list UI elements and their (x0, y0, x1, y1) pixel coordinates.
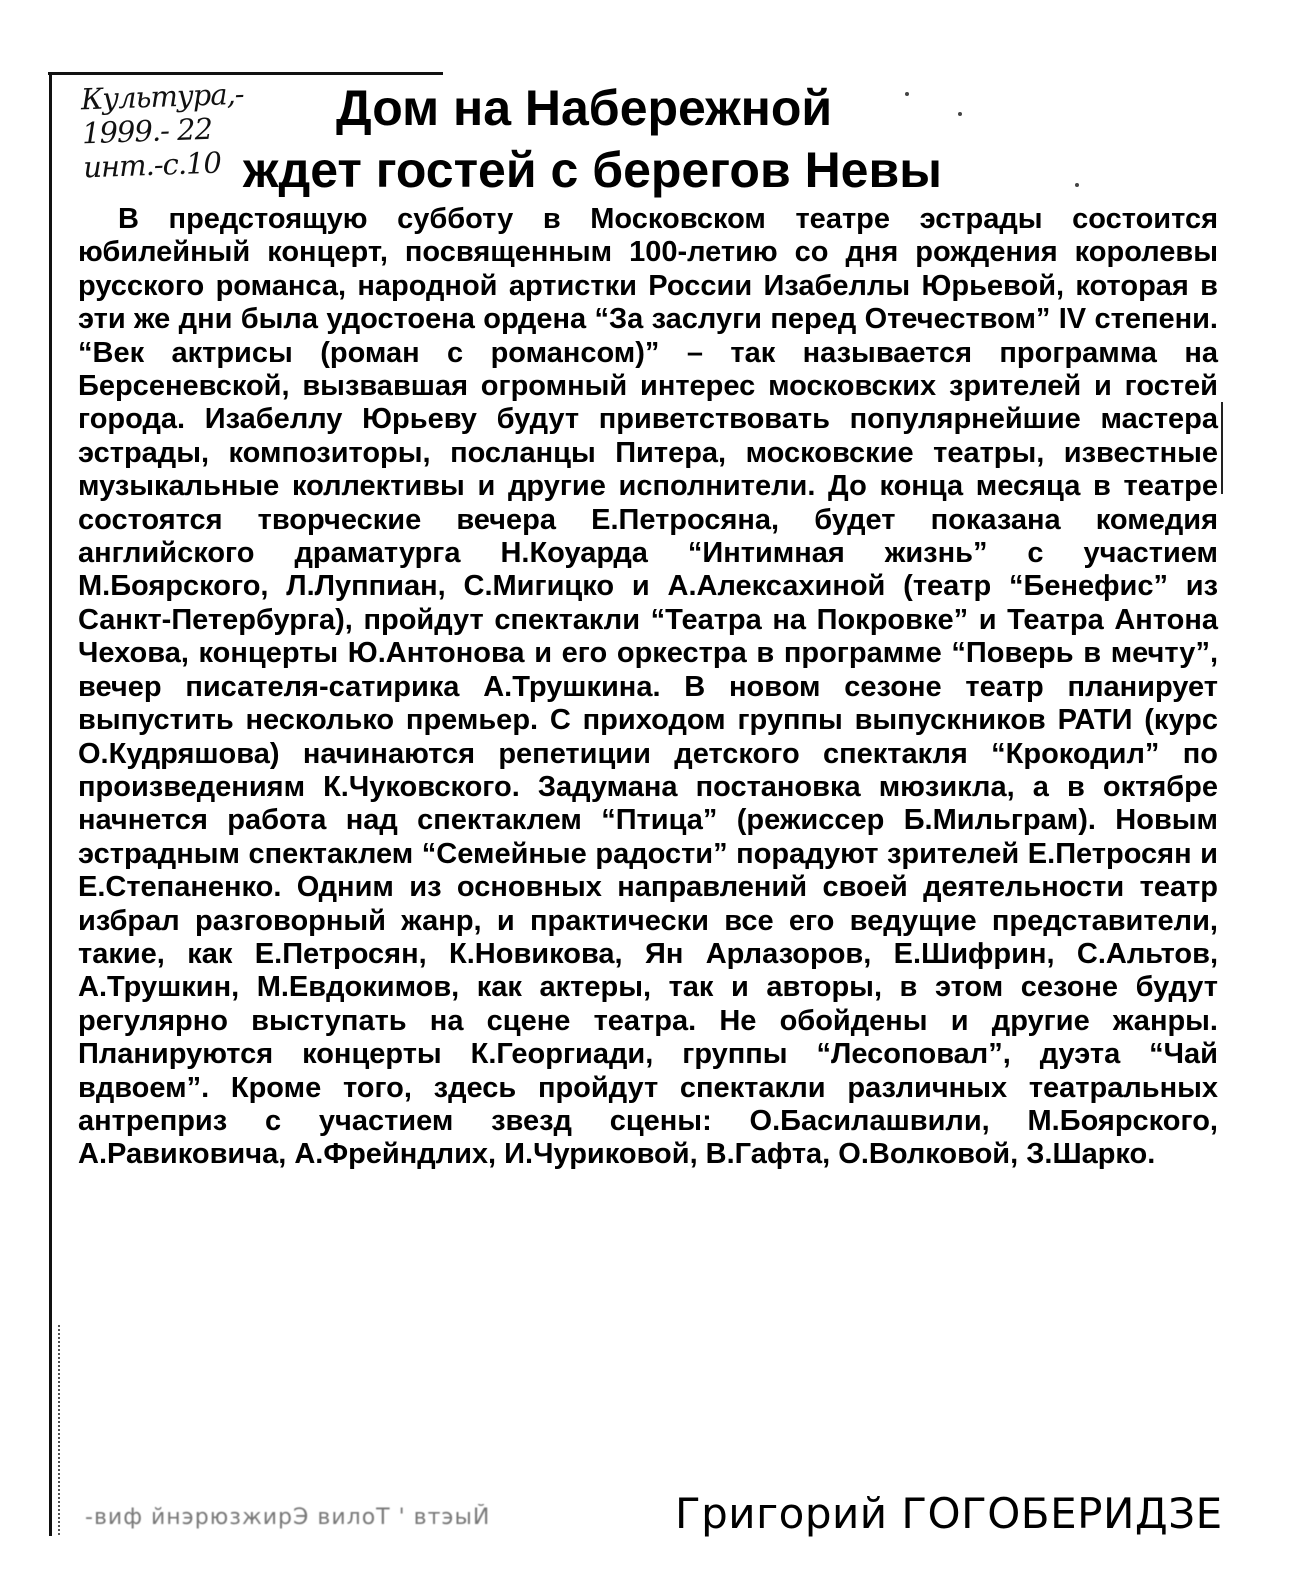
clipping-left-border (49, 74, 52, 1536)
print-speck (1075, 183, 1079, 187)
print-speck (905, 92, 909, 96)
handwritten-line-1: Культура,- (80, 76, 245, 117)
handwritten-line-3: инт.-с.10 (82, 145, 222, 185)
clipping-right-border (1221, 402, 1223, 494)
clipping-top-border (48, 72, 443, 75)
handwritten-line-2: 1999.- 22 (81, 111, 213, 151)
headline-line-1: Дом на Набережной (336, 80, 833, 136)
headline-line-2: ждет гостей с берегов Невы (243, 142, 942, 198)
article-paragraph: В предстоящую субботу в Московском театре эстрады состоится юбилейный концерт, посвященным 100-летию со дня рождения королевы русского романса, народной артистки России Изабеллы Юрьевой, которая в эти же дни была удостоена ордена “За заслуги перед Отечеством” IV степени. “Век актрисы (роман с романсом)” – так называется программа на Берсеневской, вызвавшая огромный интерес московских зрителей и гостей города. Изабеллу Юрьеву будут приветствовать популярнейшие мастера эстрады, композиторы, посланцы Питера, московские театры, известные музыкальные коллективы и другие исполнители. До конца месяца в театре состоятся творческие вечера Е.Петросяна, будет показана комедия английского драматурга Н.Коуарда “Интимная жизнь” с участием М.Боярского, Л.Луппиан, С.Мигицко и А.Алексахиной (театр “Бенефис” из Санкт-Петербурга), пройдут спектакли “Театра на Покровке” и Театра Антона Чехова, концерты Ю.Антонова и его оркестра в программе “Поверь в мечту”, вечер писателя-сатирика А.Трушкина. В новом сезоне театр планирует выпустить несколько премьер. С приходом группы выпускников РАТИ (курс О.Кудряшова) начинаются репетиции детского спектакля “Крокодил” по произведениям К.Чуковского. Задумана постановка мюзикла, а в октябре начнется работа над спектаклем “Птица” (режиссер Б.Мильграм). Новым эстрадным спектаклем “Семейные радости” порадуют зрителей Е.Петросян и Е.Степаненко. Одним из основных направлений своей деятельности театр избрал разговорный жанр, и практически все его ведущие представители, такие, как Е.Петросян, К.Новикова, Ян Арлазоров, Е.Шифрин, С.Альтов, А.Трушкин, М.Евдокимов, как актеры, так и авторы, в этом сезоне будут регулярно выступать на сцене театра. Не обойдены и другие жанры. Планируются концерты К.Георгиади, группы “Лесоповал”, дуэта “Чай вдвоем”. Кроме того, здесь пройдут спектакли различных театральных антреприз с участием звезд сцены: О.Басилашвили, М.Боярского, А.Равиковича, А.Фрейндлих, И.Чуриковой, В.Гафта, О.Волковой, З.Шарко. (78, 203, 1218, 1171)
article-body (78, 203, 1218, 1172)
print-speck (958, 112, 962, 116)
article-author: Григорий ГОГОБЕРИДЗЕ (675, 1489, 1223, 1538)
clipping-edge-marks (58, 1325, 63, 1535)
smudged-footer-text: -виф йнэрюзжирЭ вилоТ ' втэыЙ (85, 1505, 491, 1530)
